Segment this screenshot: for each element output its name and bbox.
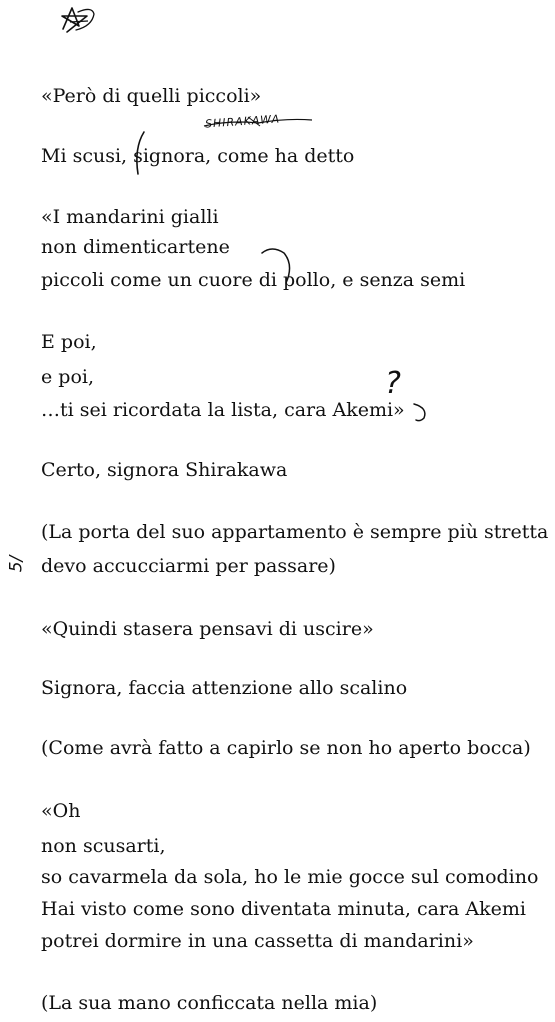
handwritten-insertion: SHIRAKAWA	[204, 112, 281, 131]
poem-line-10: (La porta del suo appartamento è sempre più stretta	[41, 521, 549, 543]
poem-line-2: Mi scusi, signora, come ha detto	[41, 145, 355, 167]
poem-line-15: «Oh	[41, 800, 81, 822]
poem-line-9: Certo, signora Shirakawa	[41, 459, 288, 481]
poem-line-7: e poi,	[41, 366, 95, 388]
poem-line-13: Signora, faccia attenzione allo scalino	[41, 677, 408, 699]
poem-line-18: Hai visto come sono diventata minuta, cara Akemi	[41, 898, 526, 920]
poem-line-11: devo accucciarmi per passare)	[41, 555, 336, 577]
poem-line-1: «Però di quelli piccoli»	[41, 85, 262, 107]
star-doodle-icon	[58, 4, 102, 38]
question-mark-annotation: ?	[385, 366, 401, 401]
poem-line-3: «I mandarini gialli	[41, 206, 219, 228]
poem-line-19: potrei dormire in una cassetta di mandarini»	[41, 930, 474, 952]
poem-line-20: (La sua mano conficcata nella mia)	[41, 992, 378, 1014]
insertion-strike-icon	[200, 114, 315, 136]
poem-line-5: piccoli come un cuore di pollo, e senza semi	[41, 269, 466, 291]
poem-line-8: …ti sei ricordata la lista, cara Akemi»	[41, 399, 405, 421]
poem-line-12: «Quindi stasera pensavi di uscire»	[41, 618, 374, 640]
poem-line-4: non dimenticartene	[41, 236, 230, 258]
poem-line-6: E poi,	[41, 331, 97, 353]
poem-line-17: so cavarmela da sola, ho le mie gocce sul comodino	[41, 866, 539, 888]
poem-line-14: (Come avrà fatto a capirlo se non ho aperto bocca)	[41, 737, 531, 759]
poem-line-16: non scusarti,	[41, 835, 166, 857]
margin-note: 5/	[6, 555, 27, 573]
closing-arc-icon	[410, 398, 432, 424]
